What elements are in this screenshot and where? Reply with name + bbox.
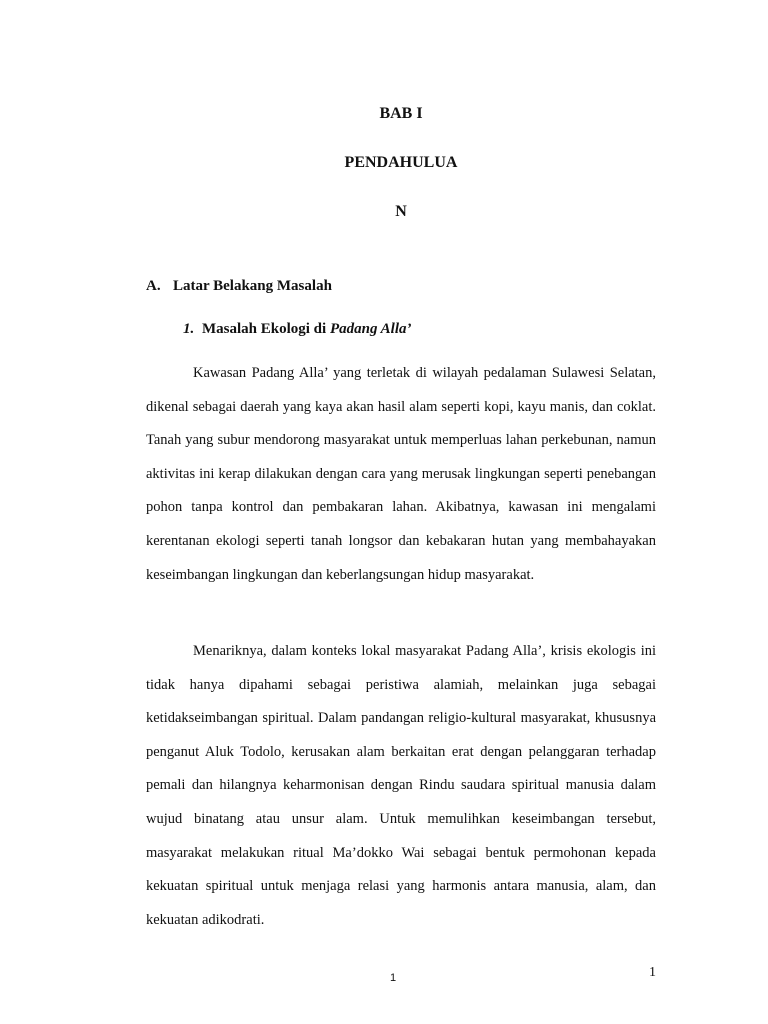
footer-page-number-right: 1 bbox=[649, 965, 656, 980]
body-paragraph-2: Menariknya, dalam konteks lokal masyarakat Padang Alla’, krisis ekologis ini tidak hanya dipahami sebagai peristiwa alamiah, melainkan juga sebagai ketidakseimbangan spiritual. Dalam pandangan religio-kultural masyarakat, khususnya penganut Aluk Todolo, kerusakan alam berkaitan erat dengan pelanggaran terhadap pemali dan hilangnya keharmonisan dengan Rindu saudara spiritual manusia dalam wujud binatang atau unsur alam. Untuk memulihkan keseimbangan tersebut, masyarakat melakukan ritual Ma’dokko Wai sebagai bentuk permohonan kepada kekuatan spiritual untuk menjaga relasi yang harmonis antara manusia, alam, dan kekuatan adikodrati. bbox=[146, 643, 656, 928]
section-heading bbox=[146, 276, 332, 296]
subsection-heading bbox=[183, 319, 412, 339]
footer-page-number-center: 1 bbox=[390, 972, 397, 984]
chapter-title-line-1: BAB I bbox=[379, 105, 423, 122]
subsection-number: 1. bbox=[183, 321, 195, 337]
chapter-title-line-2: PENDAHULUA bbox=[344, 154, 458, 171]
body-paragraph-1: Kawasan Padang Alla’ yang terletak di wilayah pedalaman Sulawesi Selatan, dikenal sebagai daerah yang kaya akan hasil alam seperti kopi, kayu manis, dan coklat. Tanah yang subur mendorong masyarakat untuk memperluas lahan perkebunan, namun aktivitas ini kerap dilakukan dengan cara yang merusak lingkungan seperti penebangan pohon tanpa kontrol dan pembakaran lahan. Akibatnya, kawasan ini mengalami kerentanan ekologi seperti tanah longsor dan kebakaran hutan yang membahayakan keseimbangan lingkungan dan keberlangsungan hidup masyarakat. bbox=[146, 365, 656, 583]
chapter-title-line-3: N bbox=[395, 203, 407, 220]
subsection-heading-italic-text: Padang Alla’ bbox=[329, 321, 412, 337]
subsection-heading-text: Masalah Ekologi di bbox=[202, 321, 330, 337]
section-heading-text: Latar Belakang Masalah bbox=[173, 278, 332, 294]
section-marker: A. bbox=[146, 278, 161, 294]
